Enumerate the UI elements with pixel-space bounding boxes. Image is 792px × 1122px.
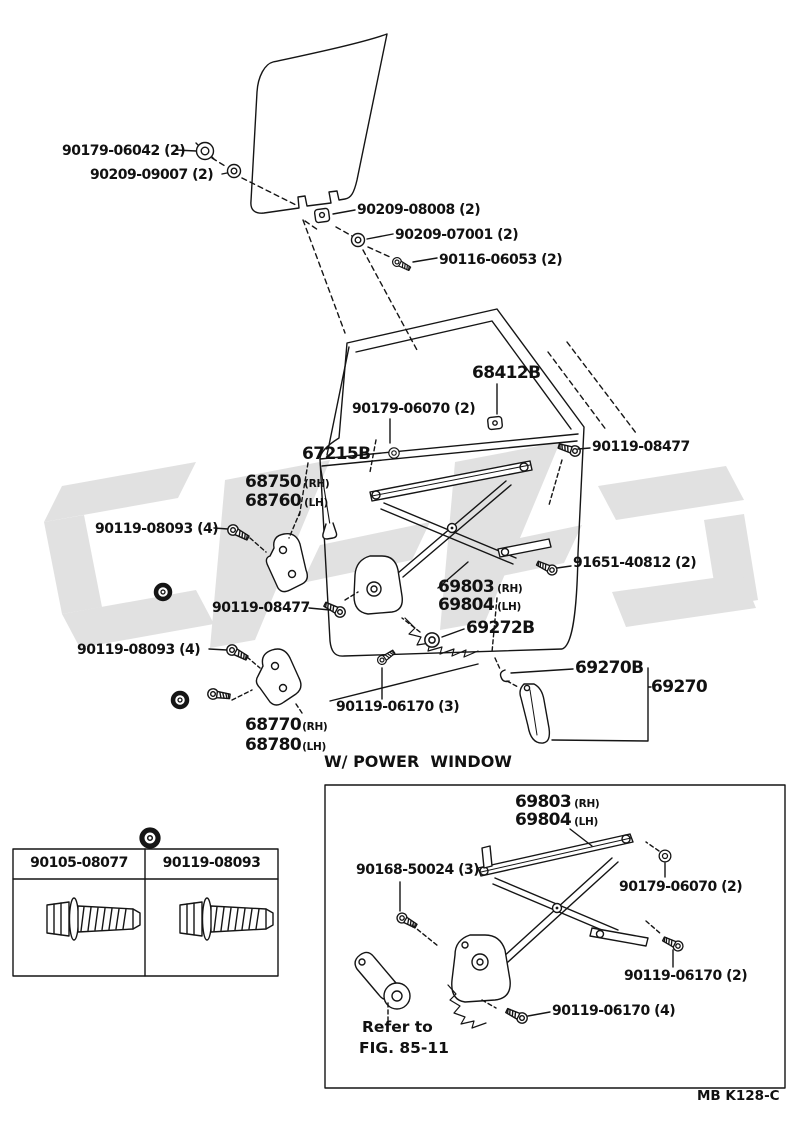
watermark [44,439,758,648]
part-pw-69803: 69803 (RH) [515,792,600,812]
callout-pw-90179-06070: 90179-06070 (2) [619,879,743,895]
callout-90119-06170-4: 90119-06170 (4) [552,1003,676,1019]
callout-69270: 69270 [651,677,708,697]
part-69803: 69803 (RH) [438,577,523,597]
bolt-table-header-1: 90105-08077 [30,855,128,871]
bolt-table [13,830,278,976]
part-69804: 69804 (LH) [438,595,522,615]
callout-90119-06170-3: 90119-06170 (3) [336,699,460,715]
hinge-bracket-lower [256,649,302,713]
part-68780: 68780(LH) [245,735,327,755]
callout-90119-08093-upper: 90119-08093 (4) [95,521,219,537]
figure-code: MB K128-C [697,1088,780,1104]
callout-67215B: 67215B [302,444,371,464]
callout-90168-50024: 90168-50024 (3) [356,862,480,878]
refer-note-line1: Refer to [362,1018,433,1036]
callout-90179-06042: 90179-06042 (2) [62,143,186,159]
frame-screw-06070 [370,419,399,472]
part-68760: 68760 (LH) [245,491,329,511]
part-68770: 68770(RH) [245,715,328,735]
power-window-motor [355,952,410,1021]
callout-90119-08477-frame: 90119-08477 [592,439,690,455]
callout-90209-08008: 90209-08008 (2) [357,202,481,218]
callout-90209-09007: 90209-09007 (2) [90,167,214,183]
callout-90119-08477-spindle: 90119-08477 [212,600,310,616]
callout-69272B: 69272B [466,618,535,638]
callout-68412B: 68412B [472,363,541,383]
callout-90119-06170-2: 90119-06170 (2) [624,968,748,984]
door-glass [251,34,387,213]
callout-90209-07001: 90209-07001 (2) [395,227,519,243]
part-pw-69804: 69804 (LH) [515,810,599,830]
frame-clip-68412B [487,384,502,430]
part-68750: 68750 (RH) [245,472,330,492]
bolt-table-header-2: 90119-08093 [162,855,261,871]
power-window-regulator [448,829,648,1028]
callout-69270B: 69270B [575,658,644,678]
leader-lines-top [176,150,636,433]
spindle-bolt-08477 [309,592,358,619]
handle-69270 [501,668,652,743]
callout-90116-06053: 90116-06053 (2) [439,252,563,268]
refer-note-line2: FIG. 85-11 [359,1039,449,1057]
callout-91651-40812: 91651-40812 (2) [573,555,697,571]
callout-90179-06070: 90179-06070 (2) [352,401,476,417]
callout-90119-08093-lower: 90119-08093 (4) [77,642,201,658]
power-window-title: W/ POWER WINDOW [324,752,512,771]
